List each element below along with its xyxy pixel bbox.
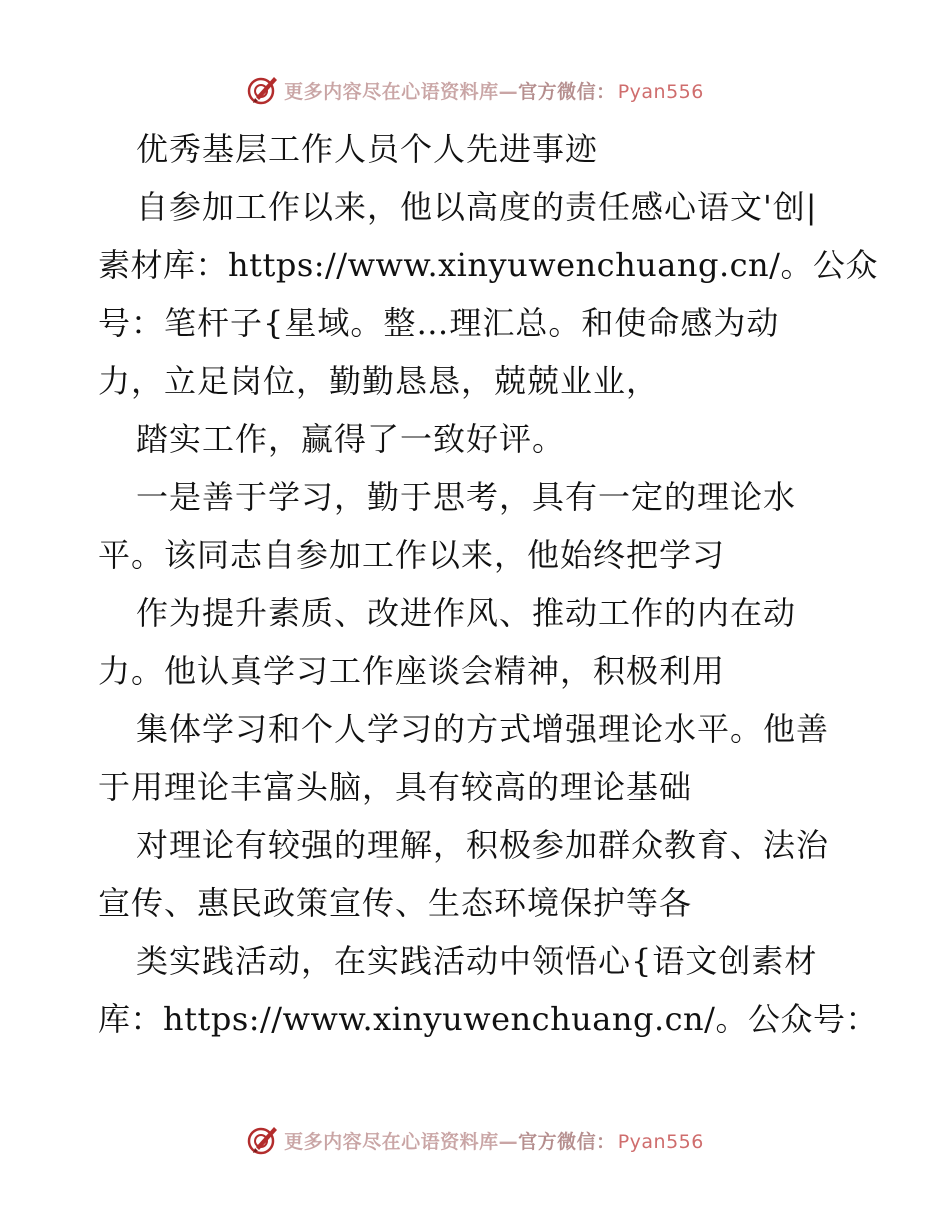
pen-logo-icon <box>246 73 280 107</box>
header-separator: — <box>498 80 519 103</box>
text-line: 素材库：https://www.xinyuwenchuang.cn/。公众 <box>98 246 878 284</box>
footer-banner <box>0 1120 950 1160</box>
footer-banner-text <box>284 1127 704 1154</box>
text-line: 力。他认真学习工作座谈会精神，积极利用 <box>98 652 726 690</box>
text-line: 对理论有较强的理解，积极参加群众教育、法治 <box>136 826 830 864</box>
header-site-text: 更多内容尽在心语资料库 <box>284 80 499 103</box>
footer-wechat-label: 官方微信： <box>518 1130 616 1153</box>
pen-logo-icon <box>246 1123 280 1157</box>
text-line: 集体学习和个人学习的方式增强理论水平。他善 <box>136 710 830 748</box>
header-wechat-id: Pyan556 <box>617 80 704 103</box>
text-line: 自参加工作以来，他以高度的责任感心语文'创| <box>136 188 818 226</box>
text-line: 库：https://www.xinyuwenchuang.cn/。公众号： <box>98 1000 878 1038</box>
footer-separator: — <box>498 1130 519 1153</box>
header-wechat-label: 官方微信： <box>518 80 616 103</box>
text-line: 力，立足岗位，勤勤恳恳，兢兢业业， <box>98 362 660 400</box>
text-line: 宣传、惠民政策宣传、生态环境保护等各 <box>98 884 693 922</box>
text-line: 平。该同志自参加工作以来，他始终把学习 <box>98 536 726 574</box>
header-banner-text <box>284 77 704 104</box>
text-line: 类实践活动，在实践活动中领悟心{语文创素材 <box>136 942 818 980</box>
header-banner <box>0 70 950 110</box>
text-line: 踏实工作，赢得了一致好评。 <box>136 420 566 458</box>
document-body <box>98 120 878 1048</box>
text-line: 于用理论丰富头脑，具有较高的理论基础 <box>98 768 693 806</box>
document-title: 优秀基层工作人员个人先进事迹 <box>136 130 599 168</box>
text-line: 一是善于学习，勤于思考，具有一定的理论水 <box>136 478 797 516</box>
text-line: 号：笔杆子{星域。整…理汇总。和使命感为动 <box>98 304 780 342</box>
text-line: 作为提升素质、改进作风、推动工作的内在动 <box>136 594 797 632</box>
footer-wechat-id: Pyan556 <box>617 1130 704 1153</box>
footer-site-text: 更多内容尽在心语资料库 <box>284 1130 499 1153</box>
